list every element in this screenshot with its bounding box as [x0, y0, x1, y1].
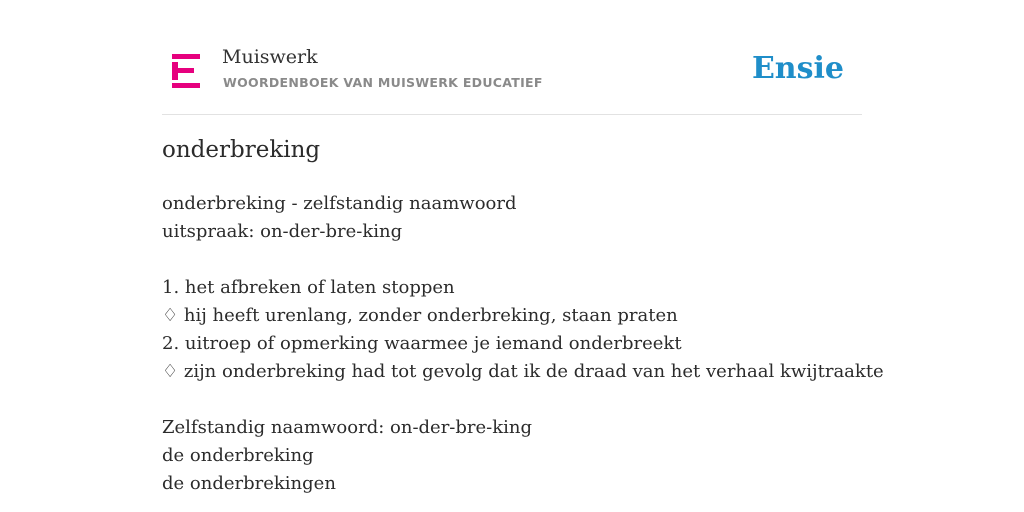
site-name[interactable]: Muiswerk: [222, 46, 318, 68]
definition-body: [162, 190, 884, 498]
page-title: onderbreking: [162, 137, 321, 163]
spacer: [162, 246, 862, 274]
plural-form: de onderbrekingen: [162, 473, 336, 494]
example-2: ♢ zijn onderbreking had tot gevolg dat ik de draad van het verhaal kwijtraakte: [162, 361, 884, 382]
site-header: [162, 0, 862, 115]
site-subtitle: WOORDENBOEK VAN MUISWERK EDUCATIEF: [223, 75, 543, 90]
singular-form: de onderbreking: [162, 445, 314, 466]
grammar-line: Zelfstandig naamwoord: on-der-bre-king: [162, 417, 533, 438]
example-1: ♢ hij heeft urenlang, zonder onderbreking, staan praten: [162, 305, 678, 326]
ensie-brand-logo[interactable]: Ensie: [751, 51, 844, 86]
spacer: [162, 386, 862, 414]
entry-heading-line: onderbreking - zelfstandig naamwoord: [162, 193, 517, 214]
muiswerk-logo-icon[interactable]: [172, 54, 200, 88]
pronunciation-line: uitspraak: on-der-bre-king: [162, 221, 403, 242]
definition-2: 2. uitroep of opmerking waarmee je iemand onderbreekt: [162, 333, 682, 354]
page-container: [162, 0, 884, 512]
definition-1: 1. het afbreken of laten stoppen: [162, 277, 455, 298]
